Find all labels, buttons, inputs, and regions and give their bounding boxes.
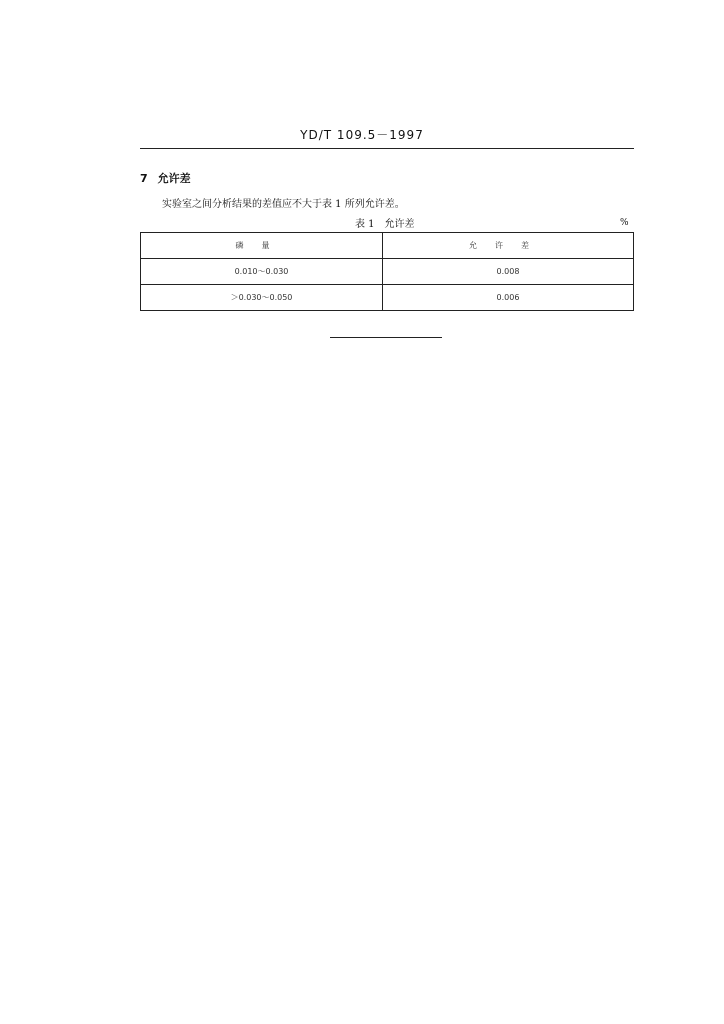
table-cell-range: 0.010～0.030 (141, 259, 383, 285)
table-cell-allowance: 0.006 (383, 285, 634, 311)
table-header-allowance: 允许差 (383, 233, 634, 259)
table-caption-label: 表 1 (355, 219, 375, 230)
table-cell-allowance: 0.008 (383, 259, 634, 285)
header-rule (140, 148, 634, 149)
section-title: 允许差 (157, 172, 191, 185)
table-row (141, 285, 634, 311)
allowance-table (140, 232, 634, 311)
table-cell-range: ＞0.030～0.050 (141, 285, 383, 311)
table-header-row (141, 233, 634, 259)
section-paragraph: 实验室之间分析结果的差值应不大于表 1 所列允许差。 (162, 199, 405, 210)
section-number: 7 (140, 172, 148, 185)
table-caption-title: 允许差 (384, 219, 415, 230)
table-unit: % (620, 218, 629, 228)
document-header: YD/T 109.5－1997 (300, 128, 424, 142)
section-heading (140, 170, 191, 186)
table-header-phosphorus: 磷量 (141, 233, 383, 259)
table-row (141, 259, 634, 285)
end-rule (330, 337, 442, 338)
table-caption (355, 215, 415, 230)
